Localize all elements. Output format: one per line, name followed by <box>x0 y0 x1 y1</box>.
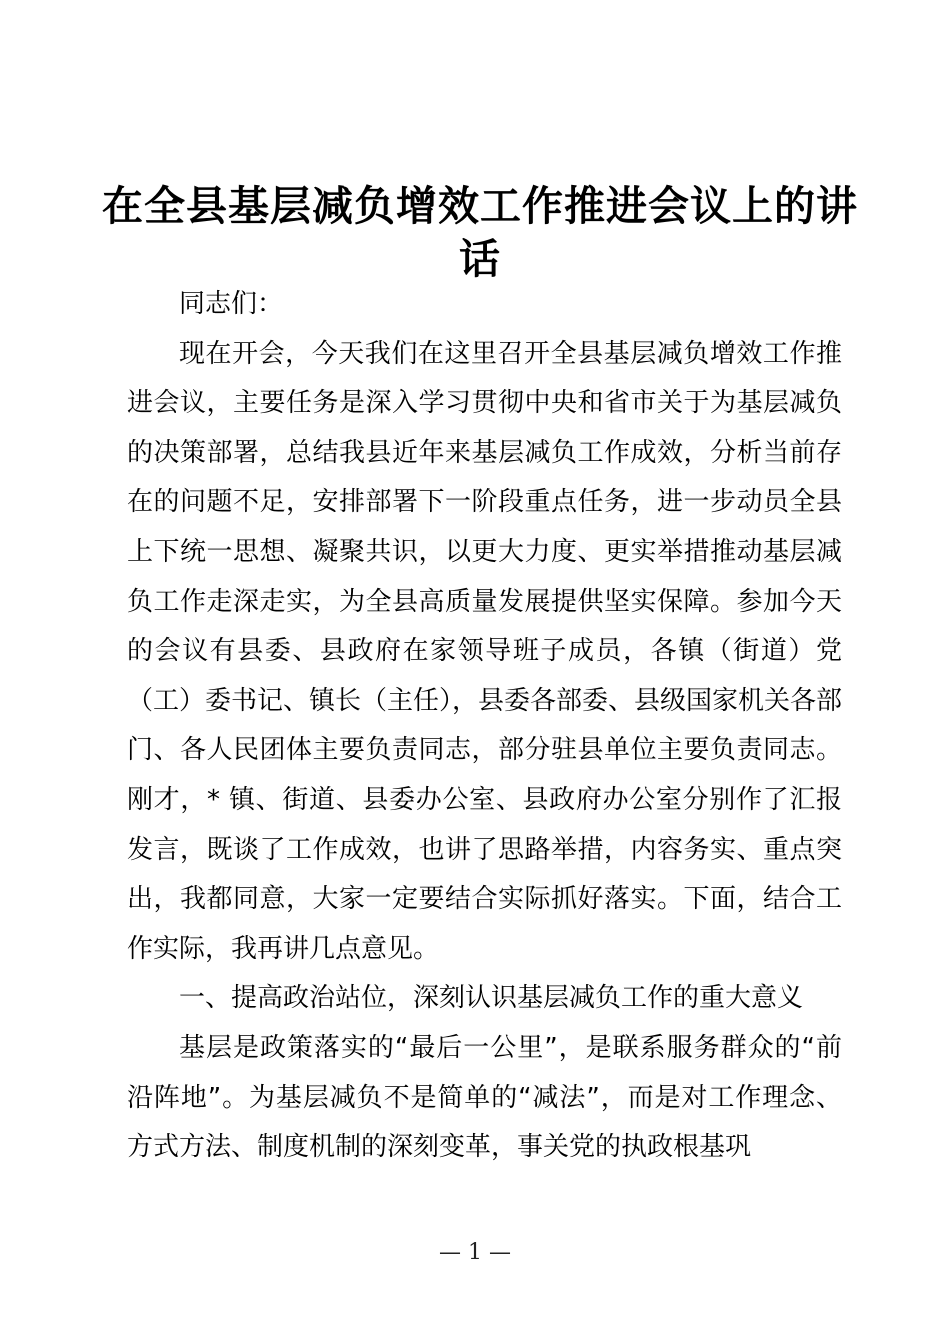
section-heading: 一、提高政治站位，深刻认识基层减负工作的重大意义 <box>179 983 804 1014</box>
document-body <box>127 280 842 1173</box>
salutation: 同志们： <box>179 289 284 319</box>
body-paragraph: 现在开会，今天我们在这里召开全县基层减负增效工作推进会议，主要任务是深入学习贯彻中央和省市关于为基层减负的决策部署，总结我县近年来基层减负工作成效，分析当前存在的问题不足，安排部署下一阶段重点任务，进一步动员全县上下统一思想、凝聚共识，以更大力度、更实举措推动基层减负工作走深走实，为全县高质量发展提供坚实保障。参加今天的会议有县委、县政府在家领导班子成员，各镇（街道）党（工）委书记、镇长（主任），县委各部委、县级国家机关各部门、各人民团体主要负责同志，部分驻县单位主要负责同志。刚才，* 镇、街道、县委办公室、县政府办公室分别作了汇报发言，既谈了工作成效，也讲了思路举措，内容务实、重点突出，我都同意，大家一定要结合实际抓好落实。下面，结合工作实际，我再讲几点意见。 <box>127 338 843 964</box>
document-title: 在全县基层减负增效工作推进会议上的讲话 <box>102 182 858 283</box>
section-paragraph: 基层是政策落实的“最后一公里”，是联系服务群众的“前沿阵地”。为基层减负不是简单的“减法”，而是对工作理念、方式方法、制度机制的深刻变革，事关党的执政根基巩 <box>127 1032 842 1163</box>
page-number: — 1 — <box>439 1240 511 1265</box>
